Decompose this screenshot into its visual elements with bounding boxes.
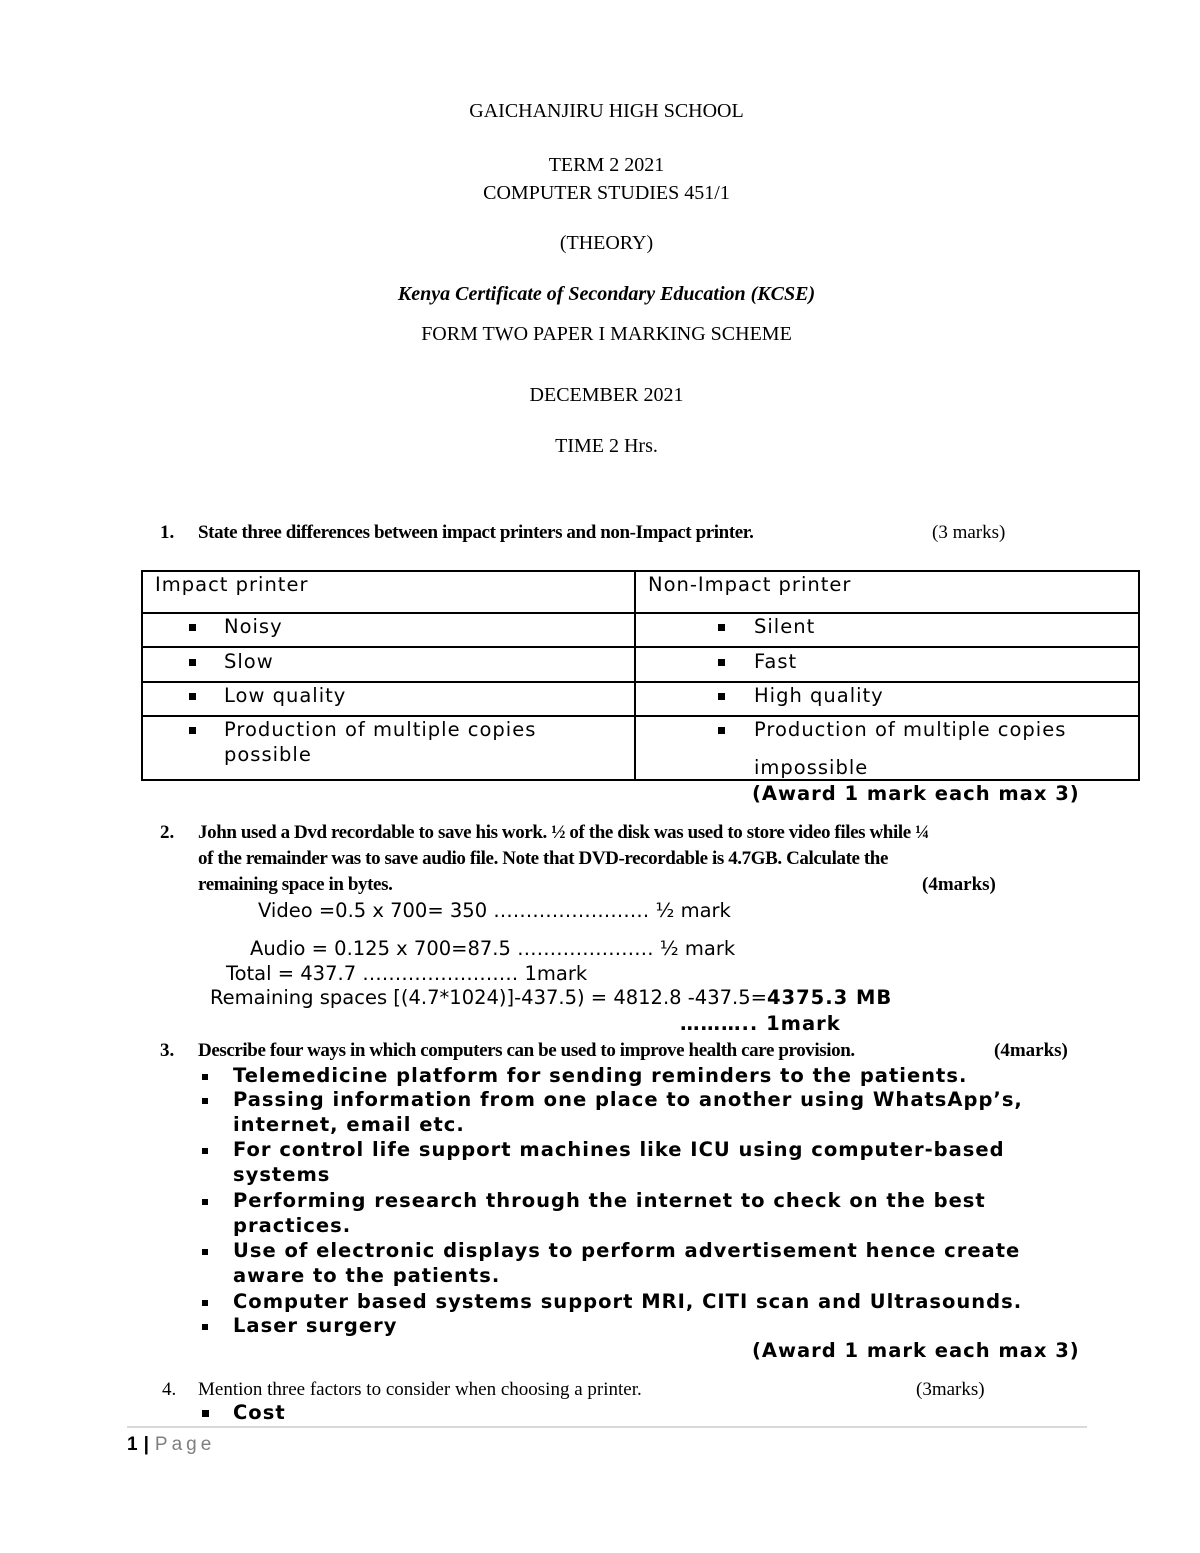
- q3-point: For control life support machines like ICU using computer-based: [233, 1138, 1005, 1161]
- exam-time: TIME 2 Hrs.: [555, 435, 658, 457]
- q2-video-calc: Video =0.5 x 700= 350 …………………… ½ mark: [258, 899, 731, 922]
- table-row-divider: [141, 646, 1140, 648]
- square-bullet-icon: [202, 1074, 208, 1080]
- square-bullet-icon: [189, 624, 196, 631]
- q2-text-line1: John used a Dvd recordable to save his work. ½ of the disk was used to store video files while ¼: [198, 822, 929, 843]
- square-bullet-icon: [189, 727, 196, 734]
- q4-text: Mention three factors to consider when choosing a printer.: [198, 1379, 642, 1400]
- q3-award-note: (Award 1 mark each max 3): [752, 1339, 1080, 1362]
- subject-line: COMPUTER STUDIES 451/1: [483, 182, 730, 204]
- square-bullet-icon: [718, 624, 725, 631]
- q3-point: Computer based systems support MRI, CITI scan and Ultrasounds.: [233, 1290, 1023, 1313]
- q2-total-calc: Total = 437.7 …………………… 1mark: [226, 962, 588, 985]
- q3-point: Laser surgery: [233, 1314, 398, 1337]
- q4-point: Cost: [233, 1401, 286, 1424]
- page-footer: [127, 1434, 215, 1456]
- q3-point: Telemedicine platform for sending reminders to the patients.: [233, 1064, 968, 1087]
- page-label: Page: [154, 1434, 216, 1455]
- footer-rule: [127, 1426, 1087, 1428]
- exam-month: DECEMBER 2021: [529, 384, 684, 406]
- square-bullet-icon: [718, 659, 725, 666]
- table-cell: possible: [224, 743, 312, 766]
- table-cell: Fast: [754, 650, 798, 673]
- table-header-non-impact: Non-Impact printer: [648, 573, 852, 596]
- table-column-divider: [634, 570, 636, 781]
- q1-number: 1.: [160, 522, 175, 543]
- square-bullet-icon: [202, 1249, 208, 1255]
- q3-point-continued: practices.: [233, 1214, 352, 1237]
- q2-remaining-answer: 4375.3 MB: [766, 986, 893, 1009]
- square-bullet-icon: [202, 1148, 208, 1154]
- table-cell: High quality: [754, 684, 884, 707]
- table-cell: Slow: [224, 650, 274, 673]
- q2-remaining-calc: [210, 986, 892, 1009]
- q3-point: Use of electronic displays to perform advertisement hence create: [233, 1239, 1021, 1262]
- footer-separator: |: [143, 1434, 149, 1455]
- q2-text-line3: remaining space in bytes.: [198, 874, 393, 895]
- term-line: TERM 2 2021: [548, 154, 665, 176]
- square-bullet-icon: [202, 1199, 208, 1205]
- table-cell: Production of multiple copies: [754, 718, 1067, 741]
- table-row-divider: [141, 612, 1140, 614]
- square-bullet-icon: [718, 693, 725, 700]
- q1-text: State three differences between impact printers and non-Impact printer.: [198, 522, 754, 543]
- square-bullet-icon: [202, 1098, 208, 1104]
- square-bullet-icon: [189, 693, 196, 700]
- page-number: 1: [127, 1434, 138, 1455]
- q2-marks: (4marks): [922, 874, 996, 895]
- table-header-impact: Impact printer: [155, 573, 309, 596]
- q4-number: 4.: [162, 1379, 177, 1400]
- q2-text-line2: of the remainder was to save audio file. Note that DVD-recordable is 4.7GB. Calculate the: [198, 848, 889, 869]
- square-bullet-icon: [718, 727, 725, 734]
- school-name: GAICHANJIRU HIGH SCHOOL: [469, 100, 744, 122]
- q3-point-continued: systems: [233, 1163, 331, 1186]
- q2-remaining-formula: Remaining spaces [(4.7*1024)]-437.5) = 4812.8 -437.5=: [210, 986, 767, 1009]
- scheme-title: FORM TWO PAPER I MARKING SCHEME: [421, 323, 792, 345]
- q1-marks: (3 marks): [932, 522, 1006, 543]
- q2-final-mark: ……….. 1mark: [680, 1012, 841, 1035]
- q2-number: 2.: [160, 822, 175, 843]
- paper-type: (THEORY): [559, 232, 654, 254]
- q3-number: 3.: [160, 1040, 175, 1061]
- exam-body: Kenya Certificate of Secondary Education (KCSE): [397, 283, 816, 305]
- q2-audio-calc: Audio = 0.125 x 700=87.5 ………………… ½ mark: [250, 937, 736, 960]
- square-bullet-icon: [202, 1324, 208, 1330]
- table-cell: impossible: [754, 756, 869, 779]
- square-bullet-icon: [202, 1300, 208, 1306]
- square-bullet-icon: [202, 1410, 209, 1417]
- q3-point: Passing information from one place to another using WhatsApp’s,: [233, 1088, 1023, 1111]
- q3-marks: (4marks): [994, 1040, 1068, 1061]
- table-cell: Low quality: [224, 684, 347, 707]
- q3-point-continued: internet, email etc.: [233, 1113, 465, 1136]
- table-cell: Silent: [754, 615, 816, 638]
- square-bullet-icon: [189, 659, 196, 666]
- q3-point-continued: aware to the patients.: [233, 1264, 501, 1287]
- q3-text: Describe four ways in which computers can be used to improve health care provision.: [198, 1040, 855, 1061]
- table-cell: Production of multiple copies: [224, 718, 537, 741]
- table-cell: Noisy: [224, 615, 283, 638]
- q4-marks: (3marks): [916, 1379, 985, 1400]
- q1-award-note: (Award 1 mark each max 3): [752, 782, 1080, 805]
- q3-point: Performing research through the internet to check on the best: [233, 1189, 986, 1212]
